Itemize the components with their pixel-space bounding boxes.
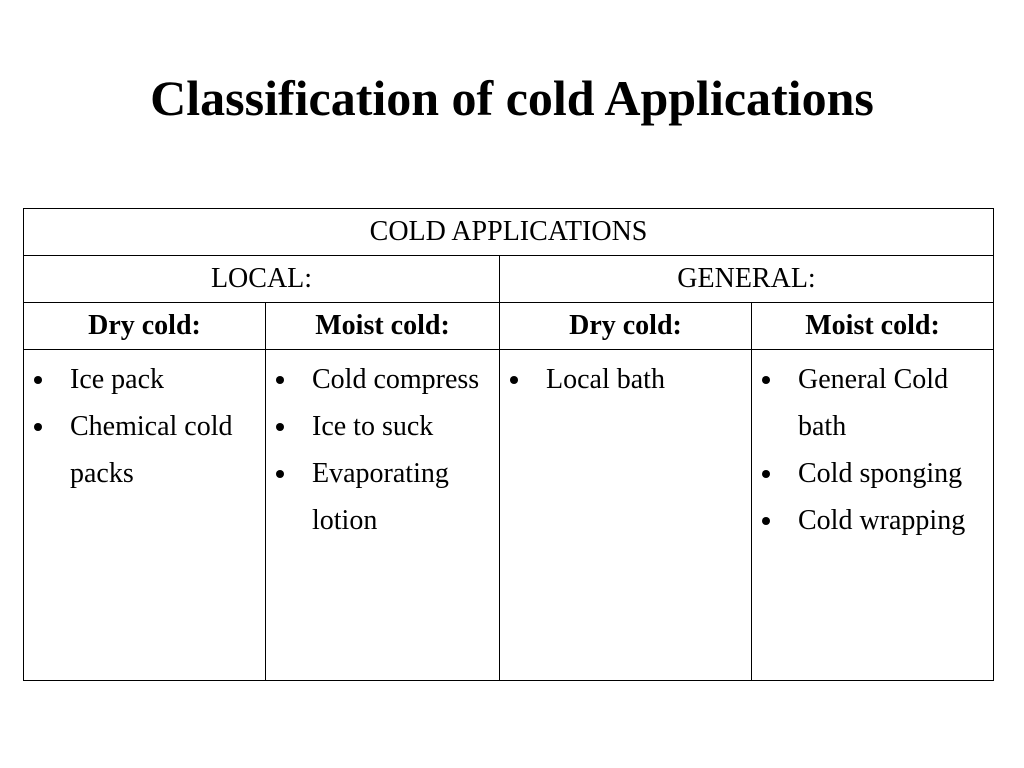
list-item: General Cold bath xyxy=(752,356,989,450)
slide-title: Classification of cold Applications xyxy=(150,70,874,126)
item-list xyxy=(24,350,265,497)
table-row xyxy=(24,350,994,681)
item-list xyxy=(752,350,993,544)
column-header-local-moist: Moist cold: xyxy=(266,303,500,350)
list-item: Ice pack xyxy=(24,356,261,403)
cold-applications-table xyxy=(23,208,994,681)
list-item: Cold compress xyxy=(266,356,495,403)
list-item: Chemical cold packs xyxy=(24,403,261,497)
list-item: Cold wrapping xyxy=(752,497,989,544)
group-header-local: LOCAL: xyxy=(24,256,500,303)
table-header-row xyxy=(24,209,994,256)
cell-local-moist xyxy=(266,350,500,681)
table-group-row xyxy=(24,256,994,303)
table-main-header: COLD APPLICATIONS xyxy=(24,209,994,256)
table-column-row xyxy=(24,303,994,350)
column-header-general-dry: Dry cold: xyxy=(500,303,752,350)
cell-general-moist xyxy=(752,350,994,681)
item-list xyxy=(500,350,751,403)
list-item: Local bath xyxy=(500,356,747,403)
group-header-general: GENERAL: xyxy=(500,256,994,303)
column-header-local-dry: Dry cold: xyxy=(24,303,266,350)
cell-local-dry xyxy=(24,350,266,681)
list-item: Cold sponging xyxy=(752,450,989,497)
list-item: Ice to suck xyxy=(266,403,495,450)
item-list xyxy=(266,350,499,544)
list-item: Evaporating lotion xyxy=(266,450,495,544)
column-header-general-moist: Moist cold: xyxy=(752,303,994,350)
cell-general-dry xyxy=(500,350,752,681)
